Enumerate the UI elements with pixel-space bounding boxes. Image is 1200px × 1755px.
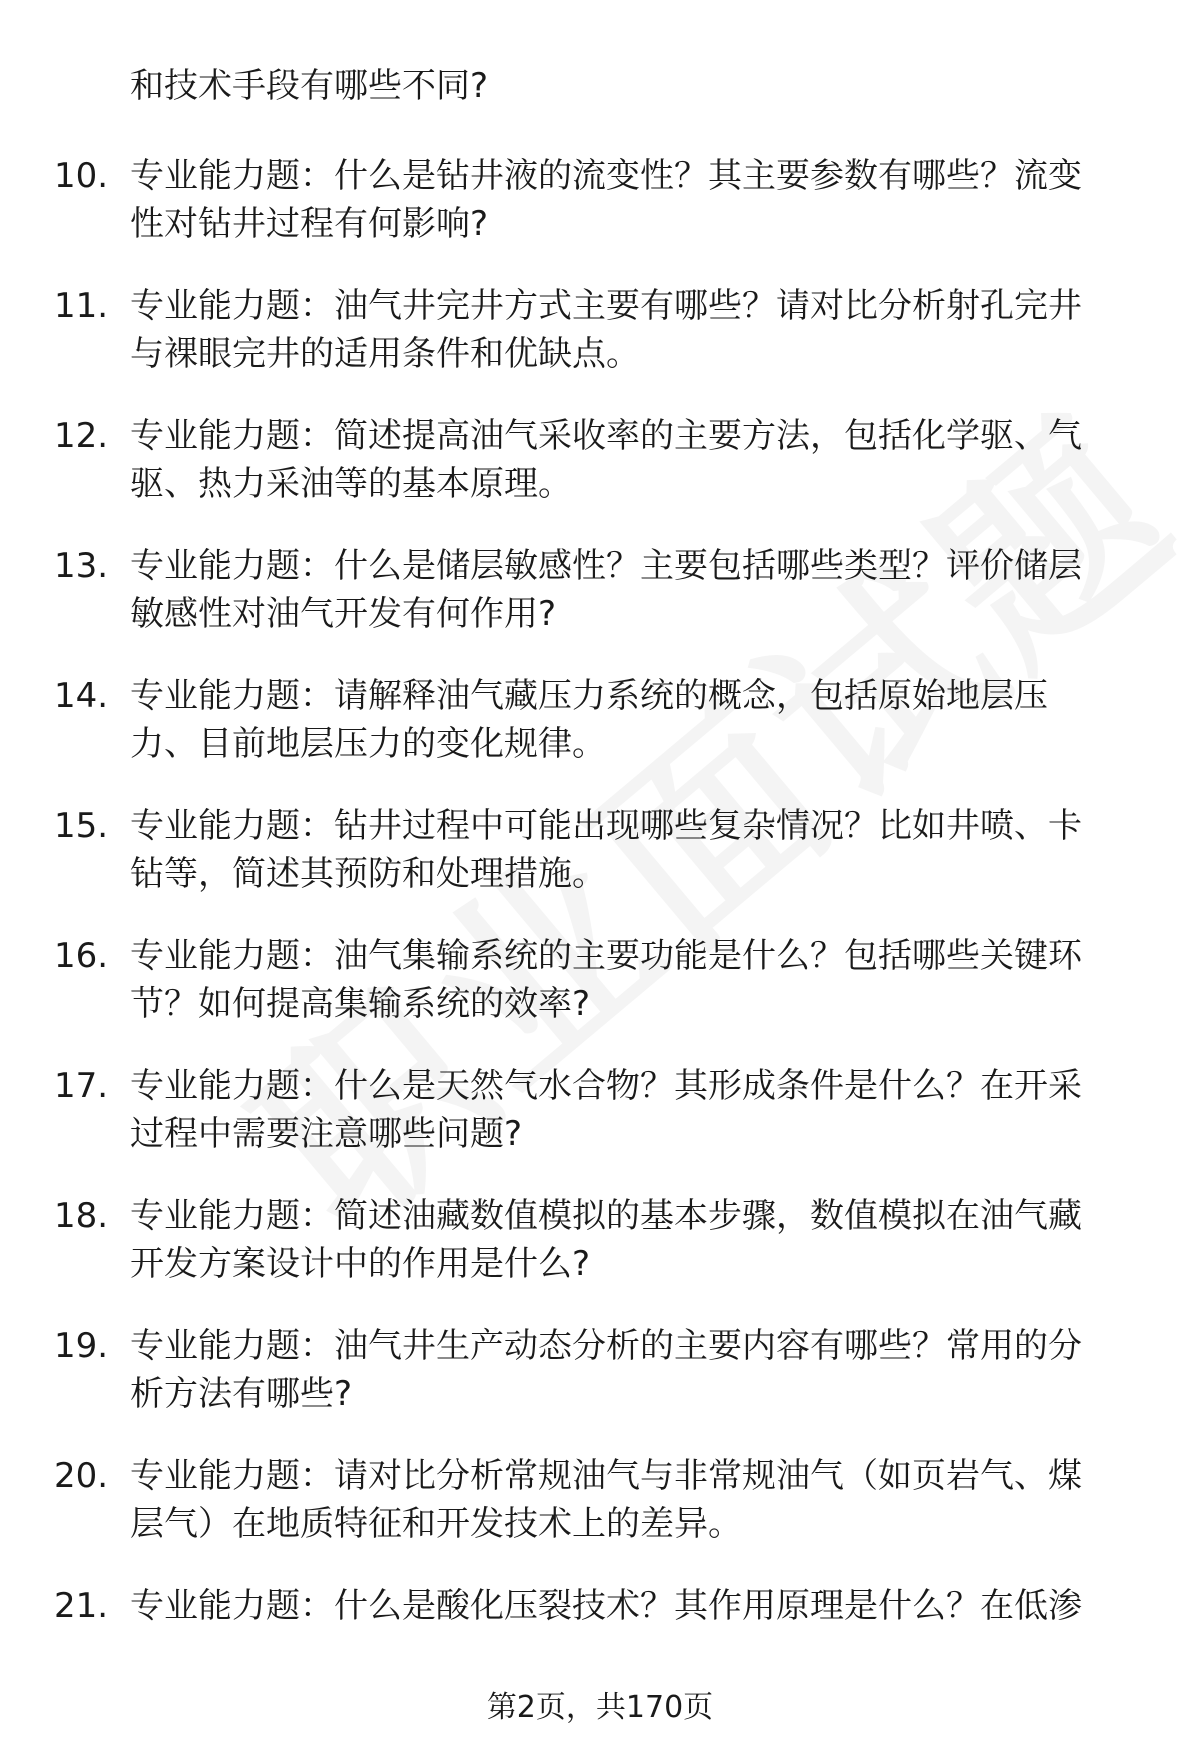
question-item	[0, 152, 1200, 282]
question-number: 11.	[54, 286, 109, 326]
question-number: 19.	[54, 1326, 109, 1366]
question-item	[0, 1322, 1200, 1452]
question-number: 12.	[54, 416, 109, 456]
question-text-line: 专业能力题：油气井完井方式主要有哪些？请对比分析射孔完井	[130, 286, 1082, 326]
question-text-line: 驱、热力采油等的基本原理。	[130, 464, 572, 504]
question-text	[130, 1192, 1140, 1288]
question-item	[0, 932, 1200, 1062]
question-text	[130, 1582, 1140, 1630]
question-text	[130, 282, 1140, 378]
question-item	[0, 412, 1200, 542]
question-text-line: 钻等，简述其预防和处理措施。	[130, 854, 606, 894]
question-text	[130, 412, 1140, 508]
question-text-line: 专业能力题：油气集输系统的主要功能是什么？包括哪些关键环	[130, 936, 1082, 976]
continuation-line: 和技术手段有哪些不同?	[130, 66, 489, 106]
question-text	[130, 1322, 1140, 1418]
question-text	[130, 1062, 1140, 1158]
question-text-line: 敏感性对油气开发有何作用?	[130, 594, 557, 634]
question-text	[130, 672, 1140, 768]
question-text-line: 专业能力题：请解释油气藏压力系统的概念，包括原始地层压	[130, 676, 1048, 716]
question-text-line: 性对钻井过程有何影响?	[130, 204, 489, 244]
question-text-line: 专业能力题：请对比分析常规油气与非常规油气（如页岩气、煤	[130, 1456, 1082, 1496]
question-text-line: 层气）在地质特征和开发技术上的差异。	[130, 1504, 742, 1544]
question-item	[0, 542, 1200, 672]
question-text-line: 专业能力题：什么是天然气水合物？其形成条件是什么？在开采	[130, 1066, 1082, 1106]
question-number: 17.	[54, 1066, 109, 1106]
question-text	[130, 1452, 1140, 1548]
question-text	[130, 802, 1140, 898]
question-text-line: 力、目前地层压力的变化规律。	[130, 724, 606, 764]
question-item	[0, 802, 1200, 932]
page-footer: 第2页，共170页	[486, 1690, 714, 1725]
question-text-line: 专业能力题：简述提高油气采收率的主要方法，包括化学驱、气	[130, 416, 1082, 456]
question-text-line: 专业能力题：什么是钻井液的流变性？其主要参数有哪些？流变	[130, 156, 1082, 196]
question-item	[0, 282, 1200, 412]
question-number: 14.	[54, 676, 109, 716]
question-text-line: 专业能力题：简述油藏数值模拟的基本步骤，数值模拟在油气藏	[130, 1196, 1082, 1236]
question-item	[0, 672, 1200, 802]
question-number: 20.	[54, 1456, 109, 1496]
question-text-line: 专业能力题：什么是储层敏感性？主要包括哪些类型？评价储层	[130, 546, 1082, 586]
question-text-line: 与裸眼完井的适用条件和优缺点。	[130, 334, 640, 374]
question-number: 21.	[54, 1586, 109, 1626]
question-number: 15.	[54, 806, 109, 846]
question-text	[130, 542, 1140, 638]
question-item	[0, 1062, 1200, 1192]
question-text-line: 开发方案设计中的作用是什么?	[130, 1244, 591, 1284]
question-text	[130, 152, 1140, 248]
question-text-line: 过程中需要注意哪些问题?	[130, 1114, 523, 1154]
question-item	[0, 1192, 1200, 1322]
question-number: 18.	[54, 1196, 109, 1236]
question-text-line: 节？如何提高集输系统的效率?	[130, 984, 591, 1024]
question-text-line: 专业能力题：钻井过程中可能出现哪些复杂情况？比如井喷、卡	[130, 806, 1082, 846]
question-text-line: 析方法有哪些?	[130, 1374, 353, 1414]
question-item	[0, 1452, 1200, 1582]
question-list	[0, 152, 1200, 1712]
question-number: 10.	[54, 156, 109, 196]
question-text	[130, 932, 1140, 1028]
question-number: 13.	[54, 546, 109, 586]
question-text-line: 专业能力题：什么是酸化压裂技术？其作用原理是什么？在低渗	[130, 1586, 1082, 1626]
question-text-line: 专业能力题：油气井生产动态分析的主要内容有哪些？常用的分	[130, 1326, 1082, 1366]
question-number: 16.	[54, 936, 109, 976]
